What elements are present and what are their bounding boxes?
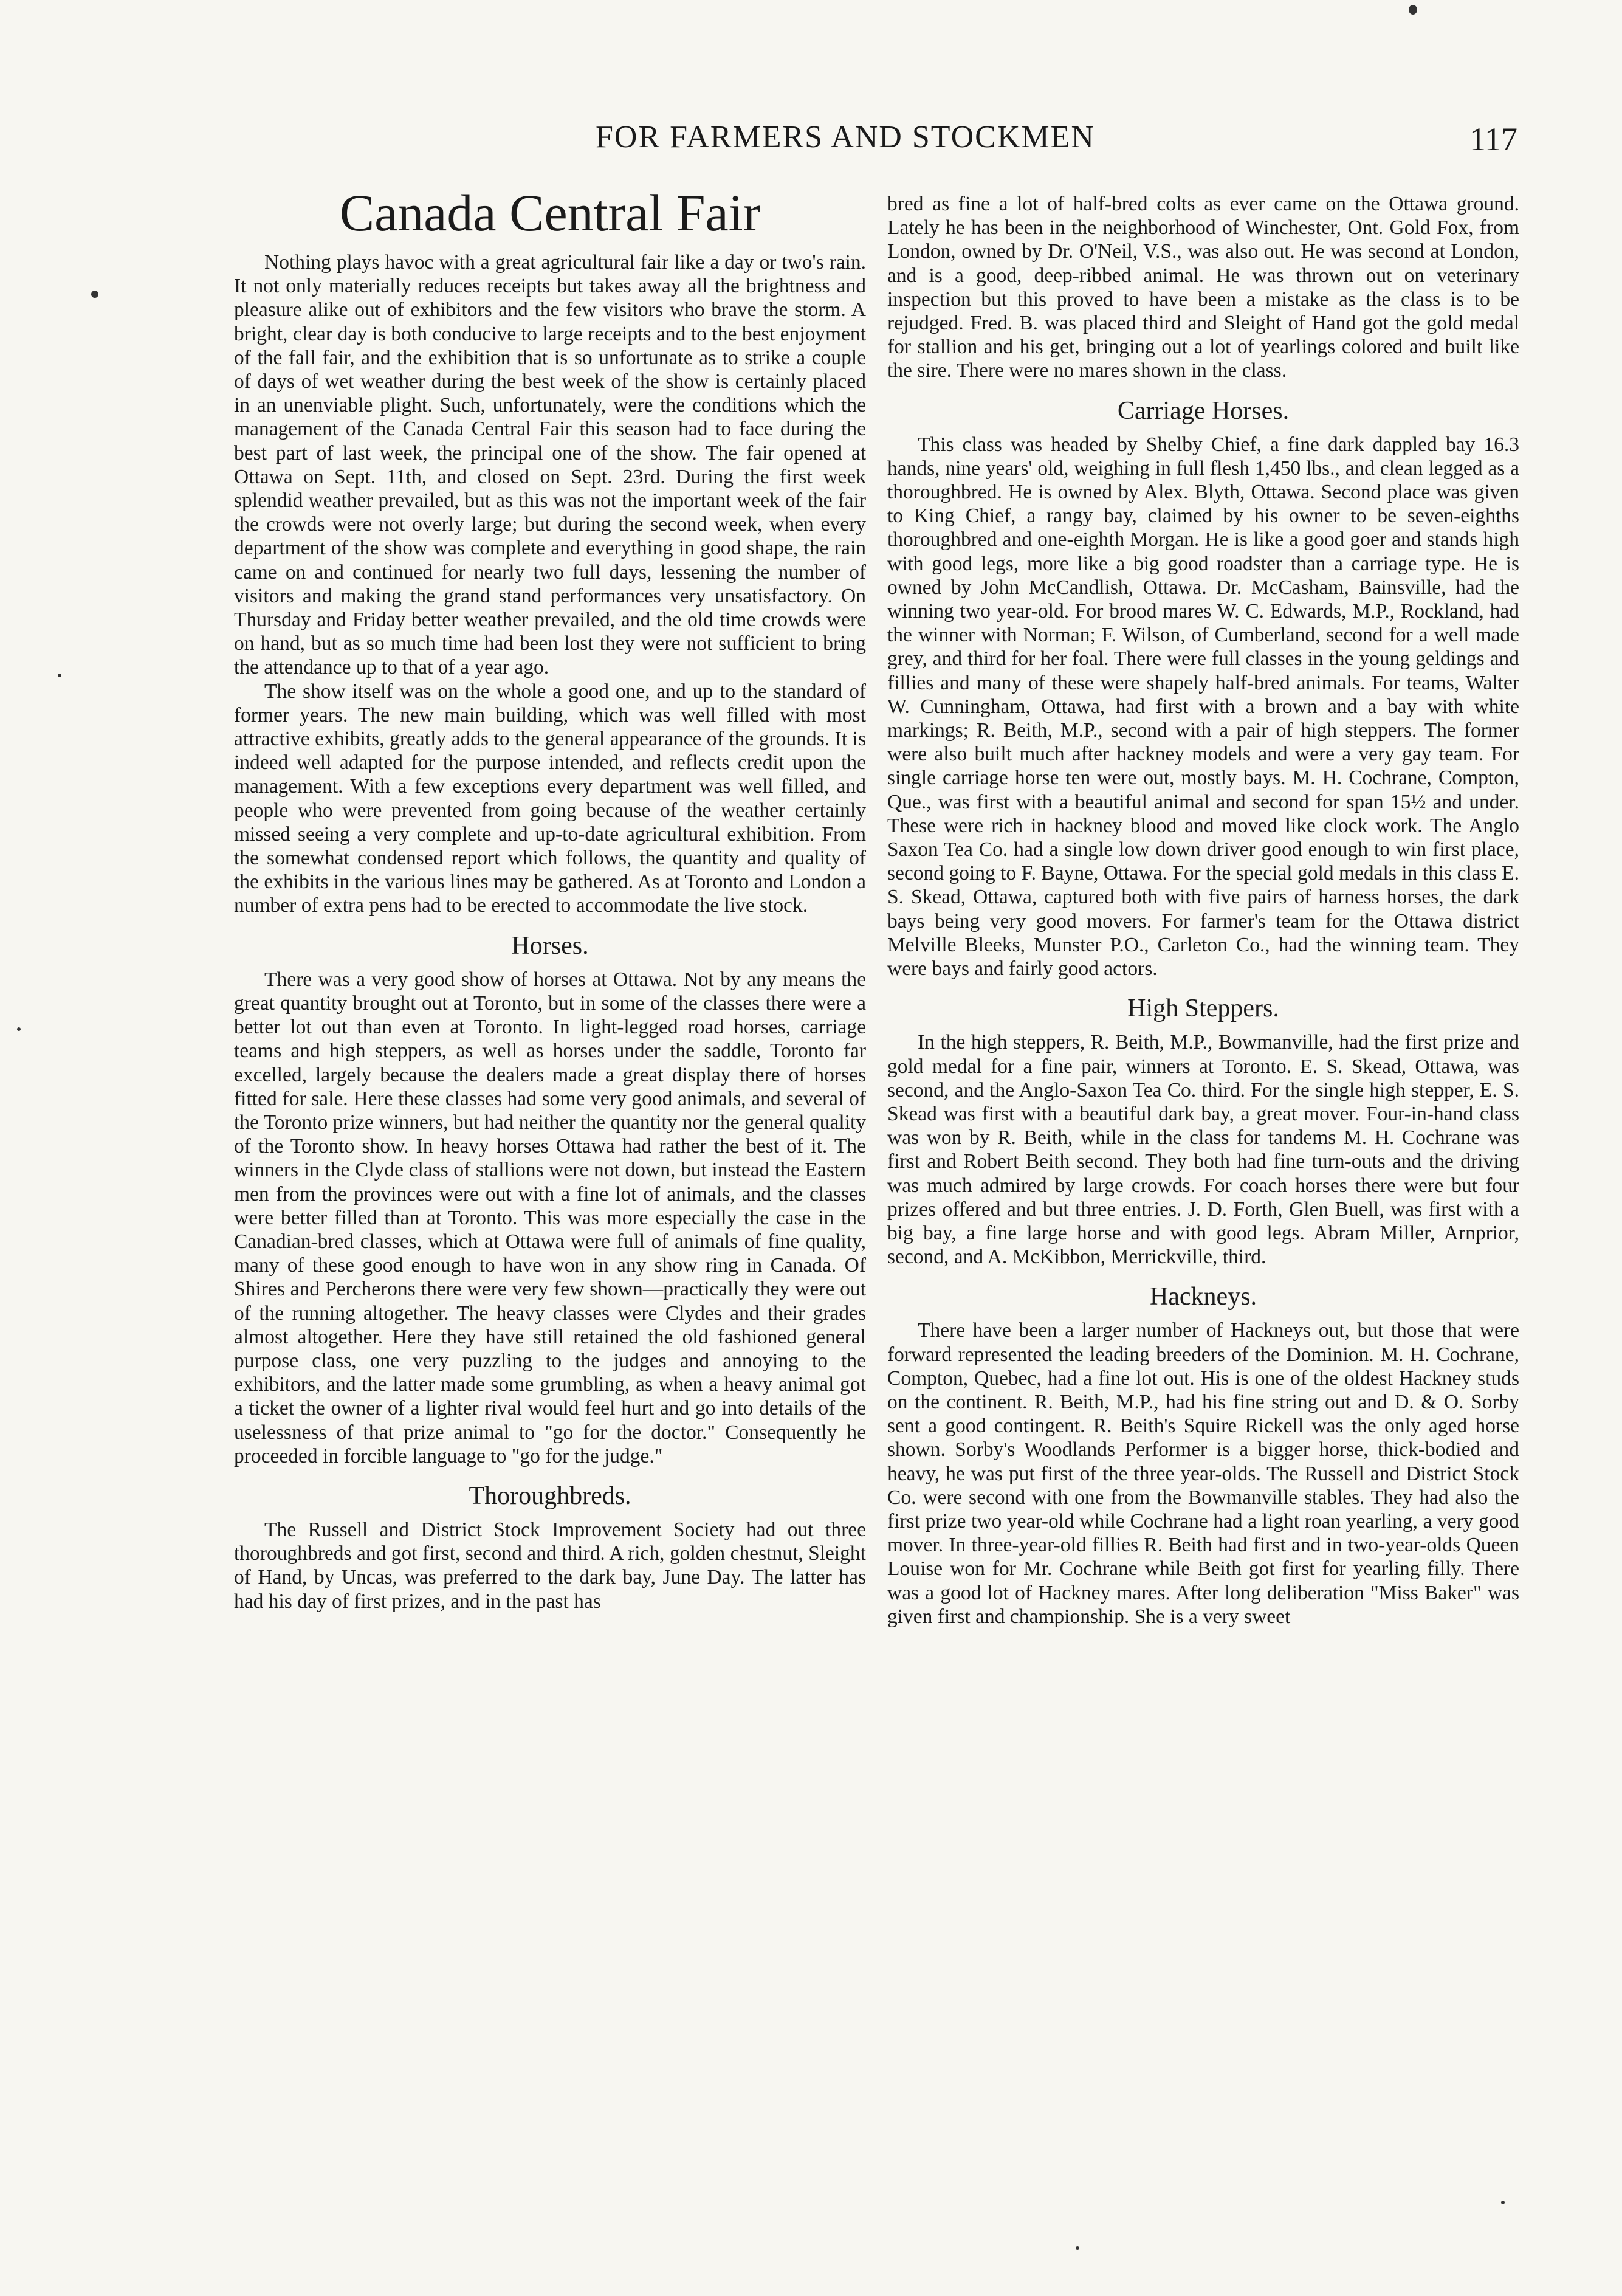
page-number: 117 <box>1469 121 1517 157</box>
paragraph: This class was headed by Shelby Chief, a fine dark dappled bay 16.3 hands, nine years' old, weighing in full flesh 1,450 lbs., and clean legged as a thoroughbred. He is owned by Alex. Blyth, Ottawa. Second place was given to King Chief, a rangy bay, claimed by his owner to be seven-eighths thoroughbred and one-eighth Morgan. He is like a good goer and stands high with good legs, more like a big good roadster than a carriage type. He is owned by John McCandlish, Ottawa. Dr. McCasham, Bainsville, had the winning two year-old. For brood mares W. C. Edwards, M.P., Rockland, had the winner with Norman; F. Wilson, of Cumberland, second for a well made grey, and third for her foal. There were full classes in the young geldings and fillies and many of these were shapely half-bred animals. For teams, Walter W. Cunningham, Ottawa, had first with a brown and a bay with white markings; R. Beith, M.P., second with a pair of high steppers. The former were also built much after hackney models and were a very gay team. For single carriage horse ten were out, mostly bays. M. H. Cochrane, Compton, Que., was first with a beautiful animal and second for span 15½ and under. These were rich in hackney blood and moved like clock work. The Anglo Saxon Tea Co. had a single low down driver good enough to win first place, second going to F. Bayne, Ottawa. For the special gold medals in this class E. S. Skead, Ottawa, captured both with five pairs of harness horses, the dark bays being very good movers. For farmer's team for the Ottawa district Melville Bleeks, Munster P.O., Carleton Co., had the winning team. They were bays and fairly good actors. <box>887 433 1519 981</box>
section-heading: Thoroughbreds. <box>469 1481 631 1510</box>
paragraph: There was a very good show of horses at Ottawa. Not by any means the great quantity brought out at Toronto, but in some of the classes there were a better lot out than even at Toronto. In light-legged road horses, carriage teams and high steppers, as well as horses under the saddle, Toronto far excelled, largely because the dealers made a great display there of horses fitted for sale. Here these classes had some very good animals, and several of the Toronto prize winners, but had neither the quantity nor the general quality of the Toronto show. In heavy horses Ottawa had rather the best of it. The winners in the Clyde class of stallions were not down, but instead the Eastern men from the provinces were out with a fine lot of animals, and the classes were better filled than at Toronto. This was more especially the case in the Canadian-bred classes, which at Ottawa were full of animals of fine quality, many of these good enough to have won in any show ring in Canada. Of Shires and Percherons there were very few shown—practically they were out of the running altogether. The heavy classes were Clydes and their grades almost altogether. Here they have still retained the old fashioned general purpose class, one very puzzling to the judges and annoying to the exhibitors, and the latter made some grumbling, as when a heavy animal got a ticket the owner of a lighter rival would feel hurt and go into details of the uselessness of that prize animal to "go for the doctor." Consequently he proceeded in forcible language to "go for the judge." <box>234 968 866 1467</box>
paragraph: bred as fine a lot of half-bred colts as ever came on the Ottawa ground. Lately he has been in the neighborhood of Winchester, Ont. Gold Fox, from London, owned by Dr. O'Neil, V.S., was also out. He was second at London, and is a good, deep-ribbed animal. He was thrown out on veterinary inspection but this proved to have been a mistake as the class is to be rejudged. Fred. B. was placed third and Sleight of Hand got the gold medal for stallion and his get, bringing out a lot of yearlings colored and built like the sire. There were no mares shown in the class. <box>887 193 1519 382</box>
ink-speck <box>1076 2246 1079 2250</box>
section-heading: Hackneys. <box>1149 1283 1257 1311</box>
paragraph: The Russell and District Stock Improvement Society had out three thoroughbreds and got first, second and third. A rich, golden chestnut, Sleight of Hand, by Uncas, was preferred to the dark bay, June Day. The latter has had his day of first prizes, and in the past has <box>234 1518 866 1613</box>
section-heading: Carriage Horses. <box>1117 396 1290 425</box>
paragraph: There have been a larger number of Hackneys out, but those that were forward represented the leading breeders of the Dominion. M. H. Cochrane, Compton, Quebec, had a fine lot out. His is one of the oldest Hackney studs on the continent. R. Beith, M.P., had his fine string out and D. & O. Sorby sent a good contingent. R. Beith's Squire Rickell was the only aged horse shown. Sorby's Woodlands Performer is a bigger horse, thick-bodied and heavy, he was put first of the three year-olds. The Russell and District Stock Co. were second with one from the Bowmanville stables. They had also the first prize two year-old while Cochrane had a light roan yearling, a very good mover. In three-year-old fillies R. Beith had first and in two-year-olds Queen Louise won for Mr. Cochrane while Beith got first for yearling filly. There was a good lot of Hackney mares. After long deliberation "Miss Baker" was given first and championship. She is a very sweet <box>887 1319 1519 1628</box>
right-column-body <box>887 192 1519 1629</box>
ink-speck <box>17 1027 21 1031</box>
ink-speck <box>58 674 61 677</box>
running-head: FOR FARMERS AND STOCKMEN <box>596 120 1095 154</box>
section-heading: High Steppers. <box>1127 995 1279 1023</box>
section-heading: Horses. <box>511 931 589 960</box>
ink-speck <box>1409 5 1417 15</box>
left-column-body <box>234 250 866 1613</box>
paragraph: The show itself was on the whole a good one, and up to the standard of former years. The new main building, which was well filled with most attractive exhibits, greatly adds to the general appearance of the grounds. It is indeed well adapted for the purpose intended, and reflects credit upon the management. With a few exceptions every department was well filled, and people who were prevented from going because of the weather certainly missed seeing a very complete and up-to-date agricultural exhibition. From the somewhat condensed report which follows, the quantity and quality of the exhibits in the various lines may be gathered. As at Toronto and London a number of extra pens had to be erected to accommodate the live stock. <box>234 680 866 917</box>
ink-speck <box>91 291 98 298</box>
ink-speck <box>1501 2201 1505 2204</box>
paragraph: In the high steppers, R. Beith, M.P., Bowmanville, had the first prize and gold medal for a fine pair, winners at Toronto. E. S. Skead, Ottawa, was second, and the Anglo-Saxon Tea Co. third. For the single high stepper, E. S. Skead was first with a beautiful dark bay, a great mover. Four-in-hand class was won by R. Beith, while in the class for tandems M. H. Cochrane was first and Robert Beith second. They both had fine turn-outs and the driving was much admired by large crowds. For coach horses there were but four prizes offered and but three entries. J. D. Forth, Glen Buell, was first with a big bay, a fine large horse and with good legs. Abram Miller, Arnprior, second, and A. McKibbon, Merrickville, third. <box>887 1031 1519 1269</box>
right-column <box>887 192 1519 1629</box>
paragraph: Nothing plays havoc with a great agricultural fair like a day or two's rain. It not only materially reduces receipts but takes away all the brightness and pleasure alike out of exhibitors and the few visitors who brave the storm. A bright, clear day is both conducive to large receipts and to the best enjoyment of the fall fair, and the exhibition that is so unfortunate as to strike a couple of days of wet weather during the best week of the show is certainly placed in an unenviable plight. Such, unfortunately, were the conditions which the management of the Canada Central Fair this season had to face during the best part of last week, the principal one of the show. The fair opened at Ottawa on Sept. 11th, and closed on Sept. 23rd. During the first week splendid weather prevailed, but as this was not the important week of the fair the crowds were not overly large; but during the second week, when every department of the show was complete and everything in good shape, the rain came on and continued for nearly two full days, lessening the number of visitors and making the grand stand performances very unsatisfactory. On Thursday and Friday better weather prevailed, and the old time crowds were on hand, but as so much time had been lost they were not sufficient to bring the attendance up to that of a year ago. <box>234 251 866 679</box>
left-column <box>234 182 866 1613</box>
article-title: Canada Central Fair <box>339 184 761 242</box>
